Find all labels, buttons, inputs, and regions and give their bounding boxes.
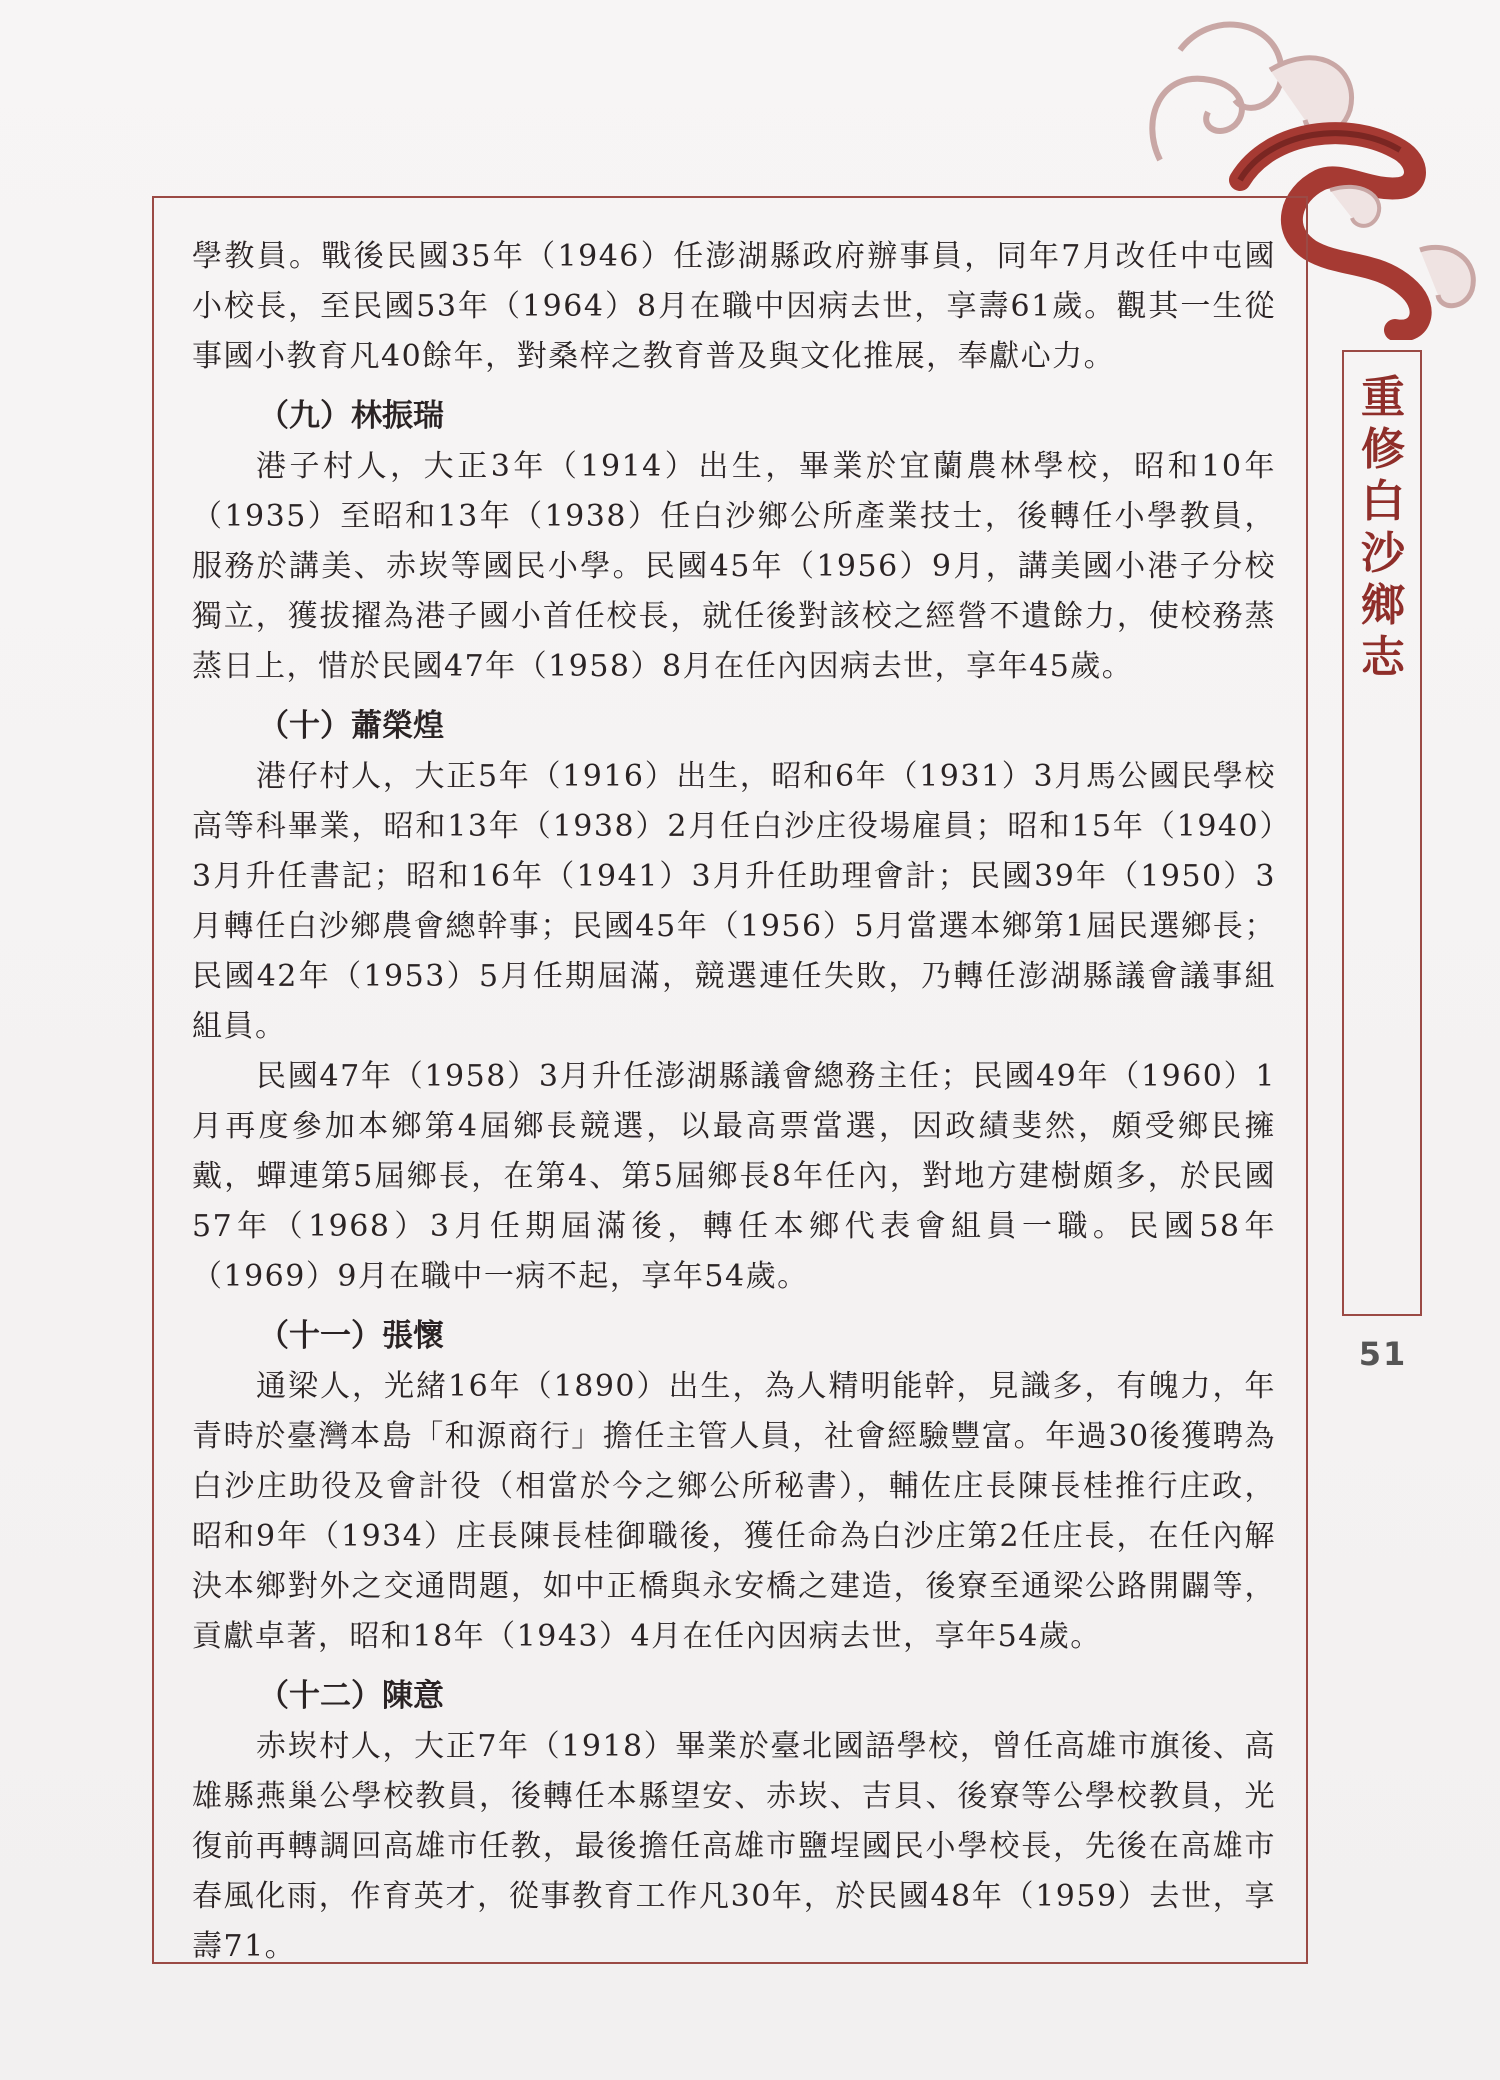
section-paragraph: 通梁人，光緒16年（1890）出生，為人精明能幹，見識多，有魄力，年青時於臺灣本島「和源商行」擔任主管人員，社會經驗豐富。年過30後獲聘為白沙庄助役及會計役（相當於今之鄉公所秘書），輔佐庄長陳長桂推行庄政，昭和9年（1934）庄長陳長桂御職後，獲任命為白沙庄第2任庄長，在任內解決本鄉對外之交通問題，如中正橋與永安橋之建造，後寮至通梁公路開闢等，貢獻卓著，昭和18年（1943）4月在任內因病去世，享年54歲。 <box>192 1369 1276 1654</box>
section-heading: （九）林振瑞 <box>258 398 444 434</box>
section-paragraph: 民國47年（1958）3月升任澎湖縣議會總務主任；民國49年（1960）1月再度參加本鄉第4屆鄉長競選，以最高票當選，因政績斐然，頗受鄉民擁戴，蟬連第5屆鄉長，在第4、第5屆鄉長8年任內，對地方建樹頗多，於民國57年（1968）3月任期屆滿後，轉任本鄉代表會組員一職。民國58年（1969）9月在職中一病不起，享年54歲。 <box>192 1059 1276 1294</box>
section-heading: （十）蕭榮煌 <box>258 708 444 744</box>
section-paragraph: 港仔村人，大正5年（1916）出生，昭和6年（1931）3月馬公國民學校高等科畢業，昭和13年（1938）2月任白沙庄役場雇員；昭和15年（1940）3月升任書記；昭和16年（1941）3月升任助理會計；民國39年（1950）3月轉任白沙鄉農會總幹事；民國45年（1956）5月當選本鄉第1屆民選鄉長；民國42年（1953）5月任期屆滿，競選連任失敗，乃轉任澎湖縣議會議事組組員。 <box>192 759 1276 1044</box>
book-title: 重 修 白 沙 鄉 志 <box>1361 372 1405 683</box>
intro-paragraph: 學教員。戰後民國35年（1946）任澎湖縣政府辦事員，同年7月改任中屯國小校長，至民國53年（1964）8月在職中因病去世，享壽61歲。觀其一生從事國小教育凡40餘年，對桑梓之教育普及與文化推展，奉獻心力。 <box>192 239 1276 374</box>
article-body <box>192 232 1276 1972</box>
section-heading: （十二）陳意 <box>258 1678 444 1714</box>
page-number: 51 <box>1358 1335 1408 1373</box>
section-paragraph: 港子村人，大正3年（1914）出生，畢業於宜蘭農林學校，昭和10年（1935）至昭和13年（1938）任白沙鄉公所產業技士，後轉任小學教員，服務於講美、赤崁等國民小學。民國45年（1956）9月，講美國小港子分校獨立，獲拔擢為港子國小首任校長，就任後對該校之經營不遺餘力，使校務蒸蒸日上，惜於民國47年（1958）8月在任內因病去世，享年45歲。 <box>192 449 1276 684</box>
section-heading: （十一）張懷 <box>258 1318 444 1354</box>
section-paragraph: 赤崁村人，大正7年（1918）畢業於臺北國語學校，曾任高雄市旗後、高雄縣燕巢公學校教員，後轉任本縣望安、赤崁、吉貝、後寮等公學校教員，光復前再轉調回高雄市任教，最後擔任高雄市鹽埕國民小學校長，先後在高雄市春風化雨，作育英才，從事教育工作凡30年，於民國48年（1959）去世，享壽71。 <box>192 1729 1276 1964</box>
